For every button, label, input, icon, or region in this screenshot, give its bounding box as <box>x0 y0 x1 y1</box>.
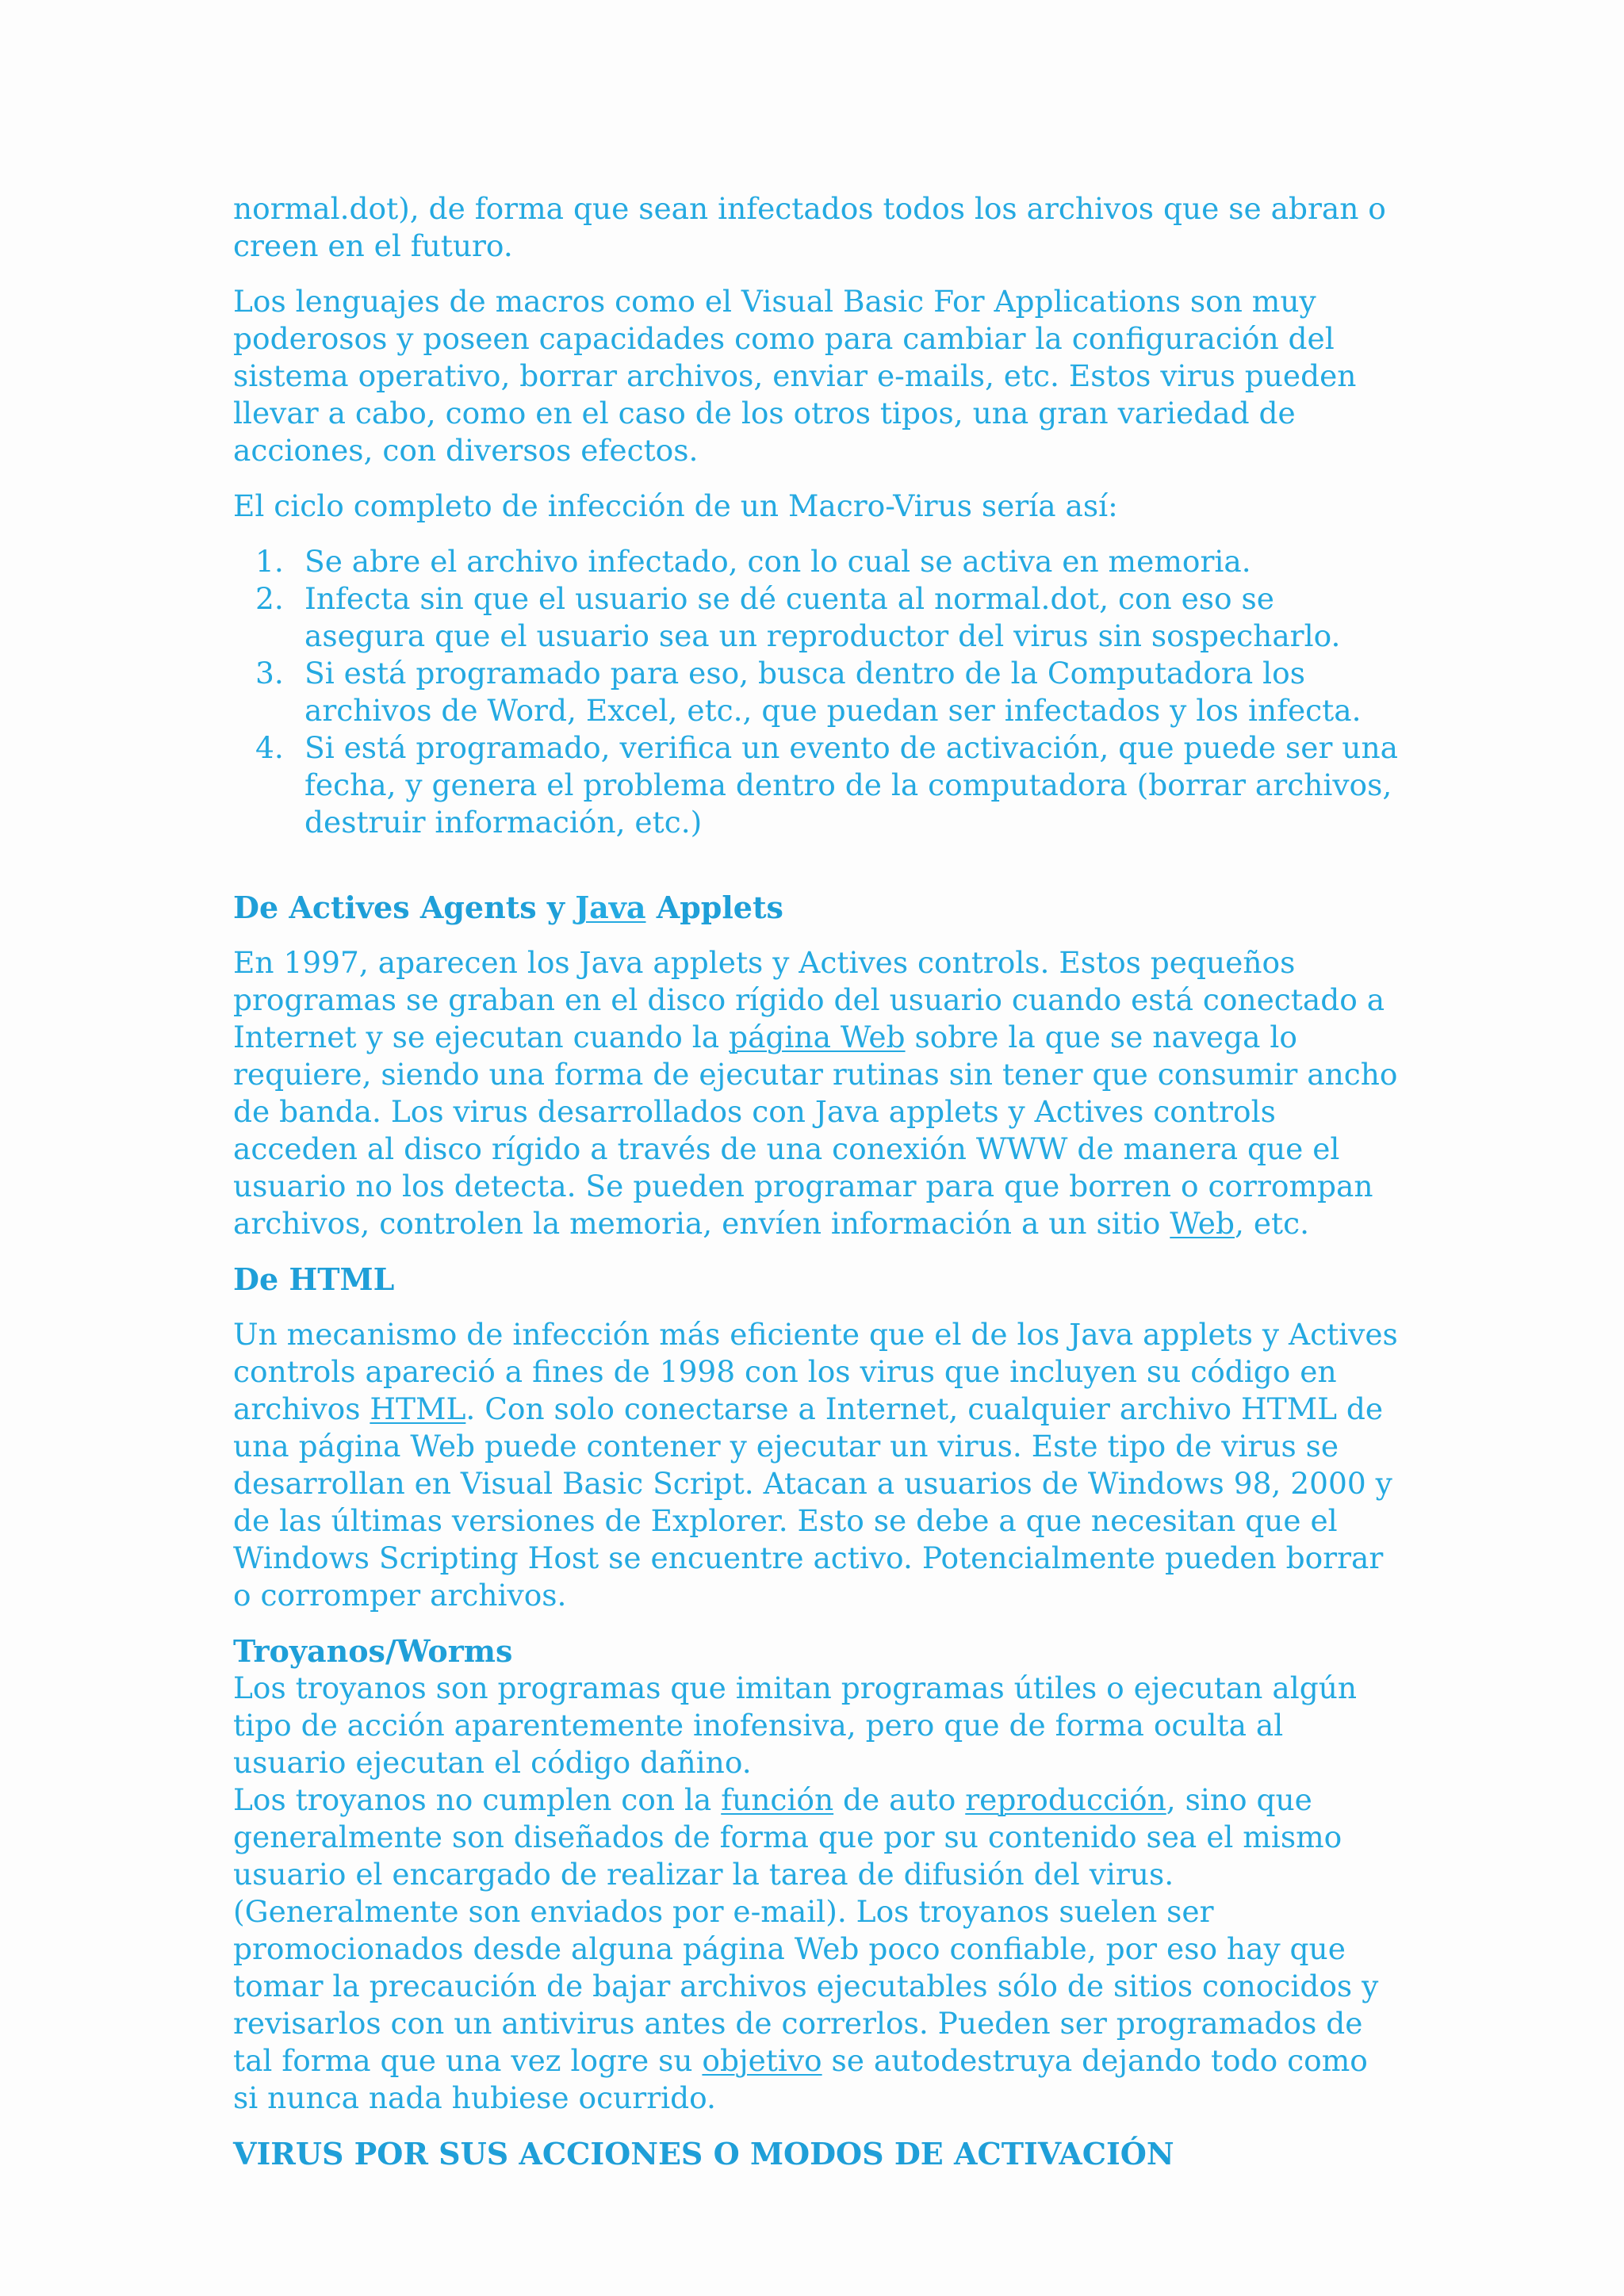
paragraph-text: , etc. <box>1234 1206 1310 1241</box>
paragraph-html <box>233 1316 1399 1614</box>
list-item <box>233 543 1399 580</box>
link-funcion[interactable]: función <box>721 1782 834 1817</box>
paragraph-text: de auto <box>833 1782 966 1817</box>
list-item <box>233 655 1399 729</box>
heading-html: De HTML <box>233 1261 395 1297</box>
list-item-text: Si está programado, verifica un evento de activación, que puede ser una fecha, y genera el problema dentro de la computadora (borrar archivos, destruir información, etc.) <box>304 730 1398 840</box>
heading-troyanos-worms: Troyanos/Worms <box>233 1633 513 1669</box>
paragraph-troyanos-details <box>233 1781 1399 2117</box>
list-number: 2. <box>255 581 284 616</box>
paragraph-normal-dot: normal.dot), de forma que sean infectados todos los archivos que se abran o creen en el futuro. <box>233 191 1386 263</box>
paragraph-text: sobre la que se navega lo requiere, siendo una forma de ejecutar rutinas sin tener que consumir ancho de banda. Los virus desarrollados con Java applets y Actives controls acceden al disco rígido a través de una conexión WWW de manera que el usuario no los detecta. Se pueden programar para que borren o corrompan archivos, controlen la memoria, envíen información a un sitio <box>233 1020 1398 1241</box>
link-reproduccion[interactable]: reproducción <box>965 1782 1166 1817</box>
paragraph-infection-cycle: El ciclo completo de infección de un Macro-Virus sería así: <box>233 488 1118 523</box>
list-item-text: Si está programado para eso, busca dentro de la Computadora los archivos de Word, Excel, etc., que puedan ser infectados y los infecta. <box>304 656 1362 728</box>
infection-steps-list <box>233 543 1399 841</box>
paragraph-troyanos-definition: Los troyanos son programas que imitan programas útiles o ejecutan algún tipo de acción aparentemente inofensiva, pero que de forma oculta al usuario ejecutan el código dañino. <box>233 1670 1357 1780</box>
paragraph-text: , sino que generalmente son diseñados de forma que por su contenido sea el mismo usuario el encargado de realizar la tarea de difusión del virus. (Generalmente son enviados por e-mail). Los troyanos suelen ser promocionados desde alguna página Web poco confiable, por eso hay que tomar la precaución de bajar archivos ejecutables sólo de sitios conocidos y revisarlos con un antivirus antes de correrlos. Pueden ser programados de tal forma que una vez logre su <box>233 1782 1379 2078</box>
list-number: 3. <box>255 656 284 691</box>
paragraph-text: En 1997, aparecen los Java applets y Actives controls. Estos pequeños programas se graban en el disco rígido del usuario cuando está conectado a Internet y se ejecutan cuando la <box>233 945 1385 1054</box>
paragraph-text: Un mecanismo de infección más eficiente que el de los Java applets y Actives controls apareció a fines de 1998 con los virus que incluyen su código en archivos <box>233 1317 1398 1426</box>
list-item-text: Se abre el archivo infectado, con lo cual se activa en memoria. <box>304 544 1251 579</box>
list-item-text: Infecta sin que el usuario se dé cuenta al normal.dot, con eso se asegura que el usuario sea un reproductor del virus sin sospecharlo. <box>304 581 1341 653</box>
link-objetivo[interactable]: objetivo <box>702 2043 822 2078</box>
link-pagina-web[interactable]: página Web <box>729 1020 906 1054</box>
heading-java-applets <box>233 889 1399 926</box>
paragraph-text: Los troyanos no cumplen con la <box>233 1782 722 1817</box>
paragraph-text: . Con solo conectarse a Internet, cualquier archivo HTML de una página Web puede contener y ejecutar un virus. Este tipo de virus se desarrollan en Visual Basic Script. Atacan a usuarios de Windows 98, 2000 y de las últimas versiones de Explorer. Esto se debe a que necesitan que el Windows Scripting Host se encuentre activo. Potencialmente pueden borrar o corromper archivos. <box>233 1391 1392 1613</box>
list-item <box>233 580 1399 655</box>
link-web[interactable]: Web <box>1170 1206 1235 1241</box>
paragraph-macro-languages: Los lenguajes de macros como el Visual Basic For Applications son muy poderosos y poseen capacidades como para cambiar la configuración del sistema operativo, borrar archivos, enviar e-mails, etc. Estos virus pueden llevar a cabo, como en el caso de los otros tipos, una gran variedad de acciones, con diversos efectos. <box>233 284 1357 468</box>
heading-text: Applets <box>645 890 783 925</box>
list-number: 1. <box>255 544 284 579</box>
link-java[interactable]: Java <box>575 890 646 925</box>
heading-text: De Actives Agents y <box>233 890 576 925</box>
heading-virus-acciones: VIRUS POR SUS ACCIONES O MODOS DE ACTIVACIÓN <box>233 2136 1174 2172</box>
link-html[interactable]: HTML <box>370 1391 466 1426</box>
list-item <box>233 729 1399 841</box>
list-number: 4. <box>255 730 284 765</box>
paragraph-text: se autodestruya dejando todo como si nunca nada hubiese ocurrido. <box>233 2043 1368 2115</box>
paragraph-java-applets <box>233 944 1399 1242</box>
document-page <box>233 190 1399 2191</box>
